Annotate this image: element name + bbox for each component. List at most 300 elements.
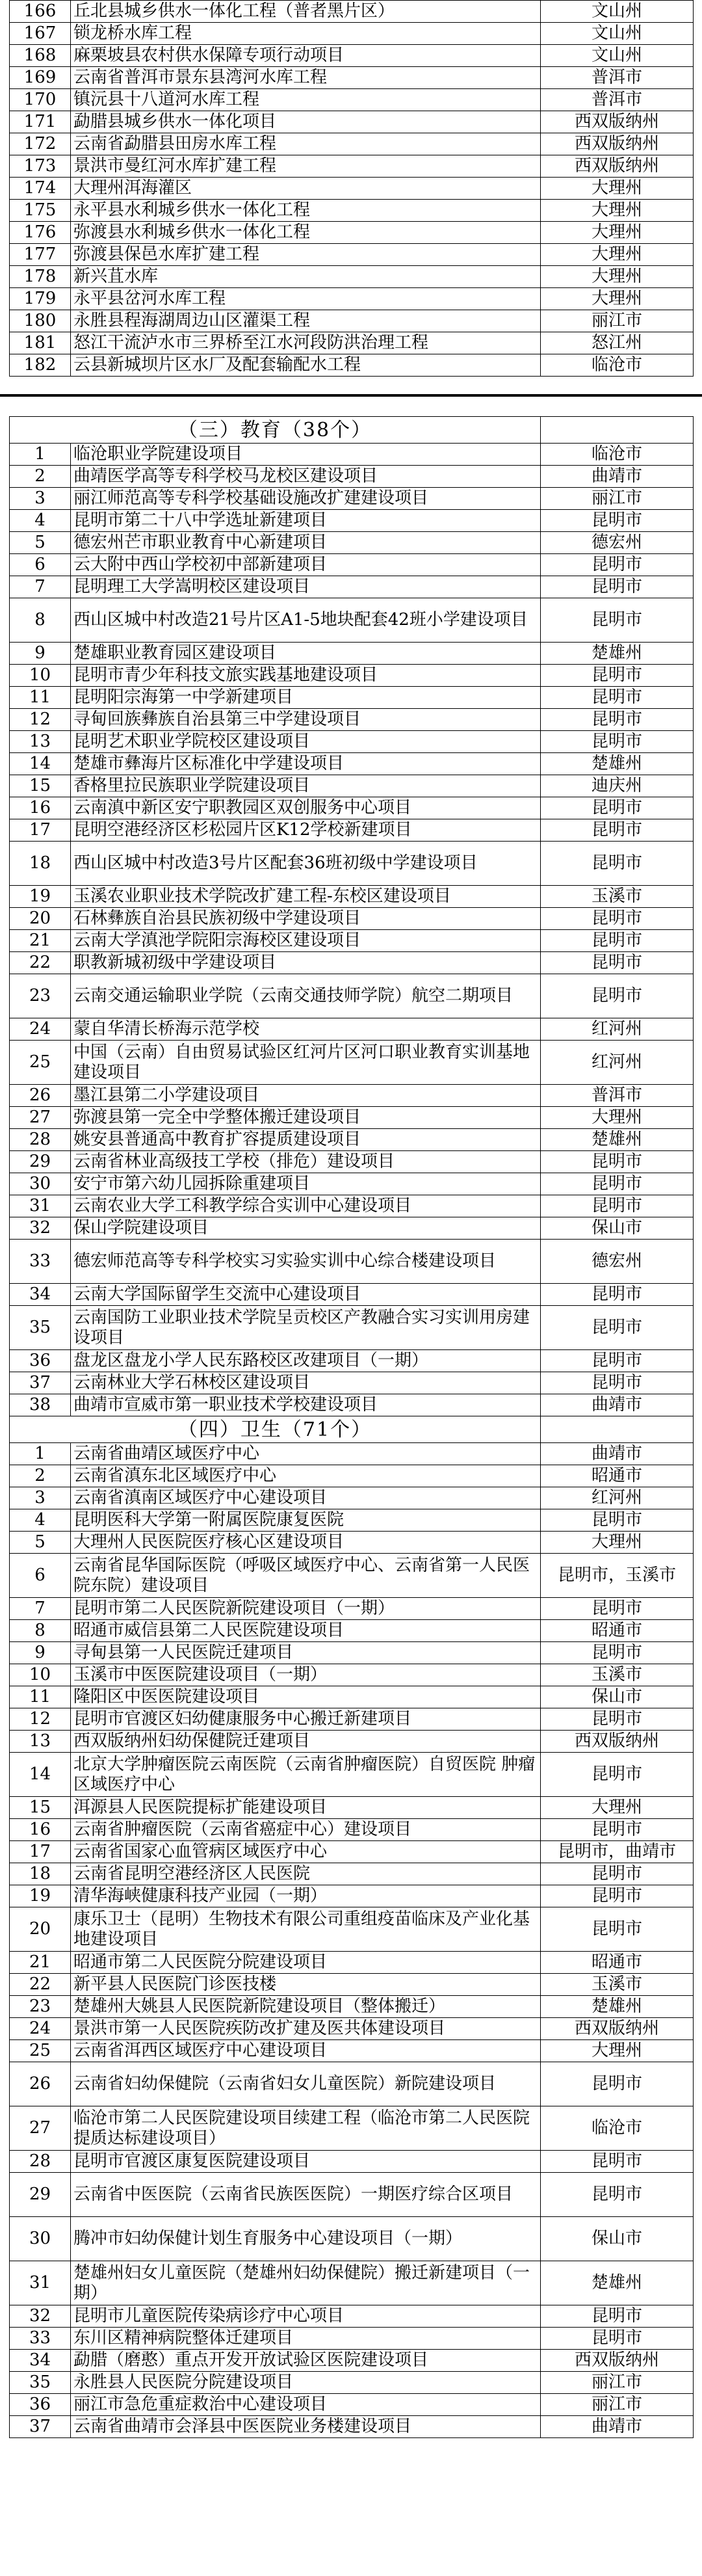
project-name: 中国（云南）自由贸易试验区红河片区河口职业教育实训基地建设项目 [71,1041,541,1085]
row-number: 171 [10,111,71,133]
row-number: 1 [10,1443,71,1465]
project-name: 保山学院建设项目 [71,1217,541,1240]
row-number: 2 [10,466,71,488]
region: 丽江市 [541,310,694,332]
project-name: 昭通市第二人民医院分院建设项目 [71,1952,541,1974]
project-name: 曲靖医学高等专科学校马龙校区建设项目 [71,466,541,488]
row-number: 37 [10,1372,71,1394]
table-row [10,576,694,598]
project-name: 安宁市第六幼儿园拆除重建项目 [71,1173,541,1195]
row-number: 30 [10,1173,71,1195]
row-number: 181 [10,332,71,354]
project-name: 丽江师范高等专科学校基础设施改扩建建设项目 [71,488,541,510]
table-row [10,155,694,178]
project-name: 昆明医科大学第一附属医院康复医院 [71,1509,541,1532]
water-projects-table [9,0,694,377]
project-name: 腾冲市妇幼保健计划生育服务中心建设项目（一期） [71,2217,541,2261]
project-name: 楚雄市彝海片区标准化中学建设项目 [71,753,541,775]
row-number: 167 [10,23,71,45]
table-row [10,1041,694,1085]
row-number: 178 [10,266,71,288]
region: 大理州 [541,2040,694,2062]
project-name: 昆明市儿童医院传染病诊疗中心项目 [71,2305,541,2328]
table-row [10,2261,694,2305]
table-row [10,1819,694,1841]
project-name: 西山区城中村改造21号片区A1-5地块配套42班小学建设项目 [71,598,541,643]
region: 昆明市 [541,1284,694,1306]
table-row [10,2305,694,2328]
project-name: 昆明艺术职业学院校区建设项目 [71,731,541,753]
project-name: 镇沅县十八道河水库工程 [71,89,541,111]
region: 昆明市 [541,2328,694,2350]
table-row [10,753,694,775]
region: 德宏州 [541,532,694,554]
project-name: 永胜县程海湖周边山区灌渠工程 [71,310,541,332]
table-row [10,1686,694,1708]
table-row [10,1465,694,1487]
table-row [10,930,694,952]
region: 曲靖市 [541,2416,694,2438]
row-number: 21 [10,930,71,952]
region: 昆明市 [541,1195,694,1217]
project-name: 云南省洱西区域医疗中心建设项目 [71,2040,541,2062]
project-name: 隆阳区中医医院建设项目 [71,1686,541,1708]
project-name: 云南省滇南区域医疗中心建设项目 [71,1487,541,1509]
region: 保山市 [541,2217,694,2261]
table-row [10,2416,694,2438]
project-name: 云南农业大学工科教学综合实训中心建设项目 [71,1195,541,1217]
row-number: 35 [10,2372,71,2394]
region: 西双版纳州 [541,155,694,178]
table-row [10,1620,694,1642]
region: 玉溪市 [541,1974,694,1996]
project-name: 丘北县城乡供水一体化工程（普者黑片区） [71,1,541,23]
project-name: 香格里拉民族职业学院建设项目 [71,775,541,797]
project-name: 东川区精神病院整体迁建项目 [71,2328,541,2350]
region: 昆明市 [541,1885,694,1907]
row-number: 2 [10,1465,71,1487]
row-number: 21 [10,1952,71,1974]
section-title: （三）教育（38个） [10,417,541,444]
region: 西双版纳州 [541,133,694,155]
project-name: 楚雄州大姚县人民医院新院建设项目（整体搬迁） [71,1996,541,2018]
table-row [10,310,694,332]
row-number: 28 [10,2151,71,2173]
region: 西双版纳州 [541,2350,694,2372]
row-number: 7 [10,1598,71,1620]
project-name: 昆明阳宗海第一中学新建项目 [71,687,541,709]
region: 红河州 [541,1041,694,1085]
table-row [10,1885,694,1907]
project-name: 勐腊县城乡供水一体化项目 [71,111,541,133]
region: 昆明市 [541,598,694,643]
region: 昆明市 [541,1372,694,1394]
table-row [10,643,694,665]
row-number: 16 [10,1819,71,1841]
project-name: 弥渡县水利城乡供水一体化工程 [71,222,541,244]
project-name: 云南省林业高级技工学校（排危）建设项目 [71,1151,541,1173]
table-row [10,111,694,133]
table-row [10,709,694,731]
row-number: 175 [10,200,71,222]
region: 昆明市 [541,974,694,1018]
row-number: 182 [10,354,71,377]
row-number: 14 [10,1753,71,1797]
project-name: 昆明空港经济区杉松园片区K12学校新建项目 [71,819,541,842]
row-number: 14 [10,753,71,775]
region: 大理州 [541,266,694,288]
region: 普洱市 [541,1085,694,1107]
row-number: 25 [10,2040,71,2062]
row-number: 26 [10,2062,71,2106]
project-name: 寻甸回族彝族自治县第三中学建设项目 [71,709,541,731]
row-number: 6 [10,554,71,576]
region: 昆明市 [541,1350,694,1372]
table-row [10,598,694,643]
row-number: 7 [10,576,71,598]
region: 曲靖市 [541,1443,694,1465]
project-name: 楚雄职业教育园区建设项目 [71,643,541,665]
row-number: 166 [10,1,71,23]
row-number: 168 [10,45,71,67]
project-name: 云南省中医医院（云南省民族医医院）一期医疗综合区项目 [71,2173,541,2217]
region: 昆明市 [541,731,694,753]
row-number: 38 [10,1394,71,1416]
region: 昆明市 [541,1306,694,1350]
region: 普洱市 [541,89,694,111]
project-name: 西山区城中村改造3号片区配套36班初级中学建设项目 [71,842,541,886]
region: 大理州 [541,1532,694,1554]
region: 昆明市 [541,1642,694,1664]
table-row [10,1129,694,1151]
row-number: 13 [10,731,71,753]
row-number: 25 [10,1041,71,1085]
row-number: 23 [10,974,71,1018]
project-name: 云南省昆明空港经济区人民医院 [71,1863,541,1885]
region: 昭通市 [541,1952,694,1974]
table-row [10,1907,694,1952]
row-number: 19 [10,886,71,908]
project-name: 云南省普洱市景东县湾河水库工程 [71,67,541,89]
table-row [10,1195,694,1217]
region: 昆明市 [541,1598,694,1620]
table-row [10,1952,694,1974]
region: 红河州 [541,1018,694,1041]
row-number: 32 [10,2305,71,2328]
row-number: 5 [10,1532,71,1554]
project-name: 洱源县人民医院提标扩能建设项目 [71,1797,541,1819]
project-name: 昆明市青少年科技文旅实践基地建设项目 [71,665,541,687]
region: 丽江市 [541,2394,694,2416]
table-row [10,1664,694,1686]
table-row [10,1731,694,1753]
project-name: 大理州洱海灌区 [71,178,541,200]
row-number: 24 [10,1018,71,1041]
row-number: 1 [10,444,71,466]
region: 昆明市 [541,1819,694,1841]
row-number: 16 [10,797,71,819]
table-row [10,1306,694,1350]
row-number: 23 [10,1996,71,2018]
table-row [10,1598,694,1620]
row-number: 9 [10,1642,71,1664]
row-number: 4 [10,1509,71,1532]
project-name: 北京大学肿瘤医院云南医院（云南省肿瘤医院）自贸医院 肿瘤区域医疗中心 [71,1753,541,1797]
region: 昆明市 [541,908,694,930]
project-name: 永平县岔河水库工程 [71,288,541,310]
project-name: 永平县水利城乡供水一体化工程 [71,200,541,222]
region: 楚雄州 [541,1996,694,2018]
region: 昆明市 [541,2173,694,2217]
row-number: 8 [10,598,71,643]
project-name: 云大附中西山学校初中部新建项目 [71,554,541,576]
table-row [10,1487,694,1509]
project-name: 清华海峡健康科技产业园（一期） [71,1885,541,1907]
project-name: 德宏师范高等专科学校实习实验实训中心综合楼建设项目 [71,1240,541,1284]
project-name: 云南林业大学石林校区建设项目 [71,1372,541,1394]
region: 昆明市 [541,842,694,886]
region: 楚雄州 [541,2261,694,2305]
region: 大理州 [541,200,694,222]
table-row [10,2217,694,2261]
region: 大理州 [541,222,694,244]
region: 昆明市 [541,1863,694,1885]
table-row [10,1753,694,1797]
section-title-blank [541,1416,694,1443]
project-name: 丽江市急危重症救治中心建设项目 [71,2394,541,2416]
region: 昆明市 [541,1753,694,1797]
project-name: 永胜县人民医院分院建设项目 [71,2372,541,2394]
table-row [10,266,694,288]
row-number: 4 [10,510,71,532]
region: 昆明市 [541,510,694,532]
region: 大理州 [541,244,694,266]
project-name: 云南省妇幼保健院（云南省妇女儿童医院）新院建设项目 [71,2062,541,2106]
table-row [10,1018,694,1041]
project-name: 云南国防工业职业技术学院呈贡校区产教融合实习实训用房建设项目 [71,1306,541,1350]
table-row [10,23,694,45]
row-number: 3 [10,1487,71,1509]
table-row [10,1372,694,1394]
row-number: 176 [10,222,71,244]
table-row [10,842,694,886]
row-number: 20 [10,1907,71,1952]
table-row [10,67,694,89]
region: 楚雄州 [541,643,694,665]
table-row [10,2173,694,2217]
row-number: 33 [10,2328,71,2350]
project-name: 职教新城初级中学建设项目 [71,952,541,974]
region: 西双版纳州 [541,1731,694,1753]
table-row [10,1532,694,1554]
project-name: 弥渡县第一完全中学整体搬迁建设项目 [71,1107,541,1129]
row-number: 10 [10,1664,71,1686]
row-number: 24 [10,2018,71,2040]
project-name: 麻栗坡县农村供水保障专项行动项目 [71,45,541,67]
row-number: 20 [10,908,71,930]
row-number: 177 [10,244,71,266]
table-row [10,2151,694,2173]
row-number: 35 [10,1306,71,1350]
region: 昆明市 [541,576,694,598]
project-name: 云南省曲靖市会泽县中医医院业务楼建设项目 [71,2416,541,2438]
project-name: 怒江干流泸水市三界桥至江水河段防洪治理工程 [71,332,541,354]
row-number: 29 [10,2173,71,2217]
table-row [10,1708,694,1731]
region: 曲靖市 [541,1394,694,1416]
region: 昆明市 [541,1907,694,1952]
project-name: 锁龙桥水库工程 [71,23,541,45]
table-row [10,1443,694,1465]
table-row [10,244,694,266]
project-name: 昆明市第二人民医院新院建设项目（一期） [71,1598,541,1620]
row-number: 12 [10,709,71,731]
row-number: 34 [10,1284,71,1306]
project-name: 云南省国家心血管病区域医疗中心 [71,1841,541,1863]
row-number: 28 [10,1129,71,1151]
region: 大理州 [541,1797,694,1819]
row-number: 30 [10,2217,71,2261]
project-name: 云南滇中新区安宁职教园区双创服务中心项目 [71,797,541,819]
table-row [10,1841,694,1863]
row-number: 34 [10,2350,71,2372]
table-row [10,444,694,466]
region: 丽江市 [541,2372,694,2394]
region: 临沧市 [541,444,694,466]
row-number: 172 [10,133,71,155]
table-row [10,1107,694,1129]
region: 曲靖市 [541,466,694,488]
table-row [10,1240,694,1284]
project-name: 勐腊（磨憨）重点开发开放试验区医院建设项目 [71,2350,541,2372]
row-number: 31 [10,1195,71,1217]
row-number: 180 [10,310,71,332]
project-name: 盘龙区盘龙小学人民东路校区改建项目（一期） [71,1350,541,1372]
project-name: 新兴苴水库 [71,266,541,288]
project-name: 云南交通运输职业学院（云南交通技师学院）航空二期项目 [71,974,541,1018]
row-number: 3 [10,488,71,510]
table-row [10,952,694,974]
row-number: 36 [10,2394,71,2416]
row-number: 19 [10,1885,71,1907]
project-name: 昆明理工大学嵩明校区建设项目 [71,576,541,598]
region: 迪庆州 [541,775,694,797]
row-number: 15 [10,775,71,797]
table-row [10,354,694,377]
project-name: 景洪市曼红河水库扩建工程 [71,155,541,178]
project-name: 姚安县普通高中教育扩容提质建设项目 [71,1129,541,1151]
table-row [10,797,694,819]
table-row [10,819,694,842]
project-name: 云南大学滇池学院阳宗海校区建设项目 [71,930,541,952]
table-row [10,1,694,23]
region: 昭通市 [541,1620,694,1642]
region: 西双版纳州 [541,111,694,133]
region: 普洱市 [541,67,694,89]
region: 玉溪市 [541,886,694,908]
region: 昆明市 [541,2062,694,2106]
project-name: 石林彝族自治县民族初级中学建设项目 [71,908,541,930]
project-name: 蒙自华清长桥海示范学校 [71,1018,541,1041]
table-row [10,1151,694,1173]
projects-table [9,416,694,2438]
table-row [10,1394,694,1416]
project-name: 西双版纳州妇幼保健院迁建项目 [71,1731,541,1753]
region: 大理州 [541,178,694,200]
table-row [10,222,694,244]
table-row [10,288,694,310]
table-row [10,1350,694,1372]
row-number: 27 [10,1107,71,1129]
table-row [10,2372,694,2394]
project-name: 曲靖市宣威市第一职业技术学校建设项目 [71,1394,541,1416]
region: 昆明市 [541,709,694,731]
table-row [10,1642,694,1664]
section-header-education [10,417,694,444]
region: 德宏州 [541,1240,694,1284]
table-row [10,908,694,930]
region: 昆明市 [541,665,694,687]
table-row [10,886,694,908]
table-row [10,554,694,576]
row-number: 174 [10,178,71,200]
region: 临沧市 [541,2106,694,2151]
row-number: 32 [10,1217,71,1240]
region: 昆明市 [541,1151,694,1173]
region: 昆明市 [541,930,694,952]
table-row [10,2106,694,2151]
table-row [10,2394,694,2416]
region: 文山州 [541,45,694,67]
row-number: 33 [10,1240,71,1284]
table-row [10,200,694,222]
table-row [10,974,694,1018]
row-number: 27 [10,2106,71,2151]
table-row [10,1217,694,1240]
row-number: 36 [10,1350,71,1372]
region: 昆明市 [541,2305,694,2328]
region: 昆明市 [541,952,694,974]
row-number: 31 [10,2261,71,2305]
region: 文山州 [541,23,694,45]
project-name: 临沧职业学院建设项目 [71,444,541,466]
row-number: 169 [10,67,71,89]
region: 文山州 [541,1,694,23]
region: 昆明市 [541,1173,694,1195]
row-number: 11 [10,1686,71,1708]
table-row [10,2328,694,2350]
row-number: 26 [10,1085,71,1107]
region: 昆明市 [541,554,694,576]
row-number: 37 [10,2416,71,2438]
table-row [10,2350,694,2372]
table-row [10,2040,694,2062]
row-number: 8 [10,1620,71,1642]
region: 昆明市 [541,687,694,709]
region: 昆明市 [541,1708,694,1731]
region: 昆明市，曲靖市 [541,1841,694,1863]
region: 西双版纳州 [541,2018,694,2040]
region: 楚雄州 [541,1129,694,1151]
table-row [10,466,694,488]
region: 丽江市 [541,488,694,510]
table-row [10,2018,694,2040]
region: 昆明市 [541,2151,694,2173]
project-name: 楚雄州妇女儿童医院（楚雄州妇幼保健院）搬迁新建项目（一期） [71,2261,541,2305]
row-number: 10 [10,665,71,687]
project-name: 云县新城坝片区水厂及配套输配水工程 [71,354,541,377]
row-number: 29 [10,1151,71,1173]
